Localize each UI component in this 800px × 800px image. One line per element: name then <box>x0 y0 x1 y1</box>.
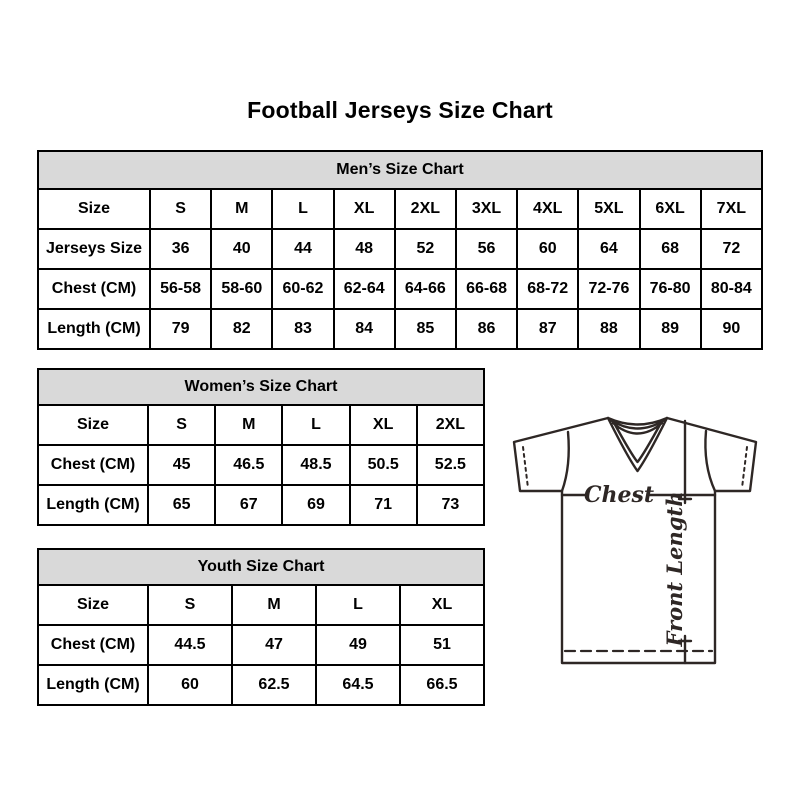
cell: 62.5 <box>232 665 316 705</box>
row-label: Length (CM) <box>38 309 150 349</box>
cell: 65 <box>148 485 215 525</box>
jersey-outline <box>514 418 756 663</box>
cell: S <box>148 585 232 625</box>
cell: 58-60 <box>211 269 272 309</box>
table-row <box>38 445 484 485</box>
cell: 90 <box>701 309 762 349</box>
youth-table-title: Youth Size Chart <box>38 549 484 585</box>
jersey-sleeve-seam-left <box>562 432 569 491</box>
cell: S <box>150 189 211 229</box>
row-label: Length (CM) <box>38 665 148 705</box>
cell: 45 <box>148 445 215 485</box>
womens-table-title: Women’s Size Chart <box>38 369 484 405</box>
cell: M <box>232 585 316 625</box>
table-header-row <box>38 151 762 189</box>
row-label: Jerseys Size <box>38 229 150 269</box>
table-row <box>38 485 484 525</box>
cell: 64 <box>578 229 639 269</box>
cell: 89 <box>640 309 701 349</box>
cell: 50.5 <box>350 445 417 485</box>
cell: 68 <box>640 229 701 269</box>
cell: 79 <box>150 309 211 349</box>
cell: 68-72 <box>517 269 578 309</box>
cell: 52.5 <box>417 445 484 485</box>
cell: XL <box>400 585 484 625</box>
cell: 4XL <box>517 189 578 229</box>
cell: 47 <box>232 625 316 665</box>
cell: 40 <box>211 229 272 269</box>
table-header-row <box>38 549 484 585</box>
cell: 36 <box>150 229 211 269</box>
cell: 88 <box>578 309 639 349</box>
row-label: Size <box>38 585 148 625</box>
table-header-row <box>38 369 484 405</box>
cell: 48.5 <box>282 445 349 485</box>
cell: 84 <box>334 309 395 349</box>
cell: 83 <box>272 309 333 349</box>
row-label: Chest (CM) <box>38 445 148 485</box>
jersey-measurement-diagram <box>498 408 768 670</box>
womens-size-table <box>37 368 485 526</box>
cell: L <box>282 405 349 445</box>
cell: 51 <box>400 625 484 665</box>
cell: 64.5 <box>316 665 400 705</box>
cell: 60-62 <box>272 269 333 309</box>
cell: 2XL <box>395 189 456 229</box>
table-row <box>38 665 484 705</box>
cell: 46.5 <box>215 445 282 485</box>
cell: XL <box>350 405 417 445</box>
cell: 62-64 <box>334 269 395 309</box>
mens-size-table <box>37 150 763 350</box>
cell: 72 <box>701 229 762 269</box>
mens-table-title: Men’s Size Chart <box>38 151 762 189</box>
table-row <box>38 229 762 269</box>
table-row <box>38 189 762 229</box>
cell: 67 <box>215 485 282 525</box>
cell: 3XL <box>456 189 517 229</box>
cell: 72-76 <box>578 269 639 309</box>
cell: M <box>215 405 282 445</box>
cell: 87 <box>517 309 578 349</box>
youth-size-table <box>37 548 485 706</box>
cell: 60 <box>148 665 232 705</box>
chest-label: Chest <box>583 482 655 508</box>
cell: 80-84 <box>701 269 762 309</box>
row-label: Chest (CM) <box>38 269 150 309</box>
table-row <box>38 625 484 665</box>
cell: 82 <box>211 309 272 349</box>
cell: 49 <box>316 625 400 665</box>
cell: 69 <box>282 485 349 525</box>
table-row <box>38 309 762 349</box>
cell: XL <box>334 189 395 229</box>
cell: S <box>148 405 215 445</box>
jersey-collar <box>608 418 667 471</box>
cell: 2XL <box>417 405 484 445</box>
cell: 85 <box>395 309 456 349</box>
jersey-sleeve-seam-right <box>705 431 715 491</box>
row-label: Chest (CM) <box>38 625 148 665</box>
row-label: Length (CM) <box>38 485 148 525</box>
cell: 60 <box>517 229 578 269</box>
cell: 44.5 <box>148 625 232 665</box>
cell: 6XL <box>640 189 701 229</box>
cell: 7XL <box>701 189 762 229</box>
jersey-cuff-stitch-left <box>523 447 528 488</box>
cell: L <box>316 585 400 625</box>
cell: 76-80 <box>640 269 701 309</box>
row-label: Size <box>38 405 148 445</box>
cell: 64-66 <box>395 269 456 309</box>
cell: 66.5 <box>400 665 484 705</box>
cell: M <box>211 189 272 229</box>
cell: 48 <box>334 229 395 269</box>
cell: 56 <box>456 229 517 269</box>
cell: 86 <box>456 309 517 349</box>
cell: 56-58 <box>150 269 211 309</box>
jersey-cuff-stitch-right <box>742 447 747 488</box>
table-row <box>38 585 484 625</box>
cell: 66-68 <box>456 269 517 309</box>
table-row <box>38 405 484 445</box>
row-label: Size <box>38 189 150 229</box>
table-row <box>38 269 762 309</box>
cell: 44 <box>272 229 333 269</box>
cell: 71 <box>350 485 417 525</box>
cell: 5XL <box>578 189 639 229</box>
front-length-label: Front Length <box>662 491 687 647</box>
cell: L <box>272 189 333 229</box>
cell: 52 <box>395 229 456 269</box>
page-title: Football Jerseys Size Chart <box>247 97 553 123</box>
cell: 73 <box>417 485 484 525</box>
